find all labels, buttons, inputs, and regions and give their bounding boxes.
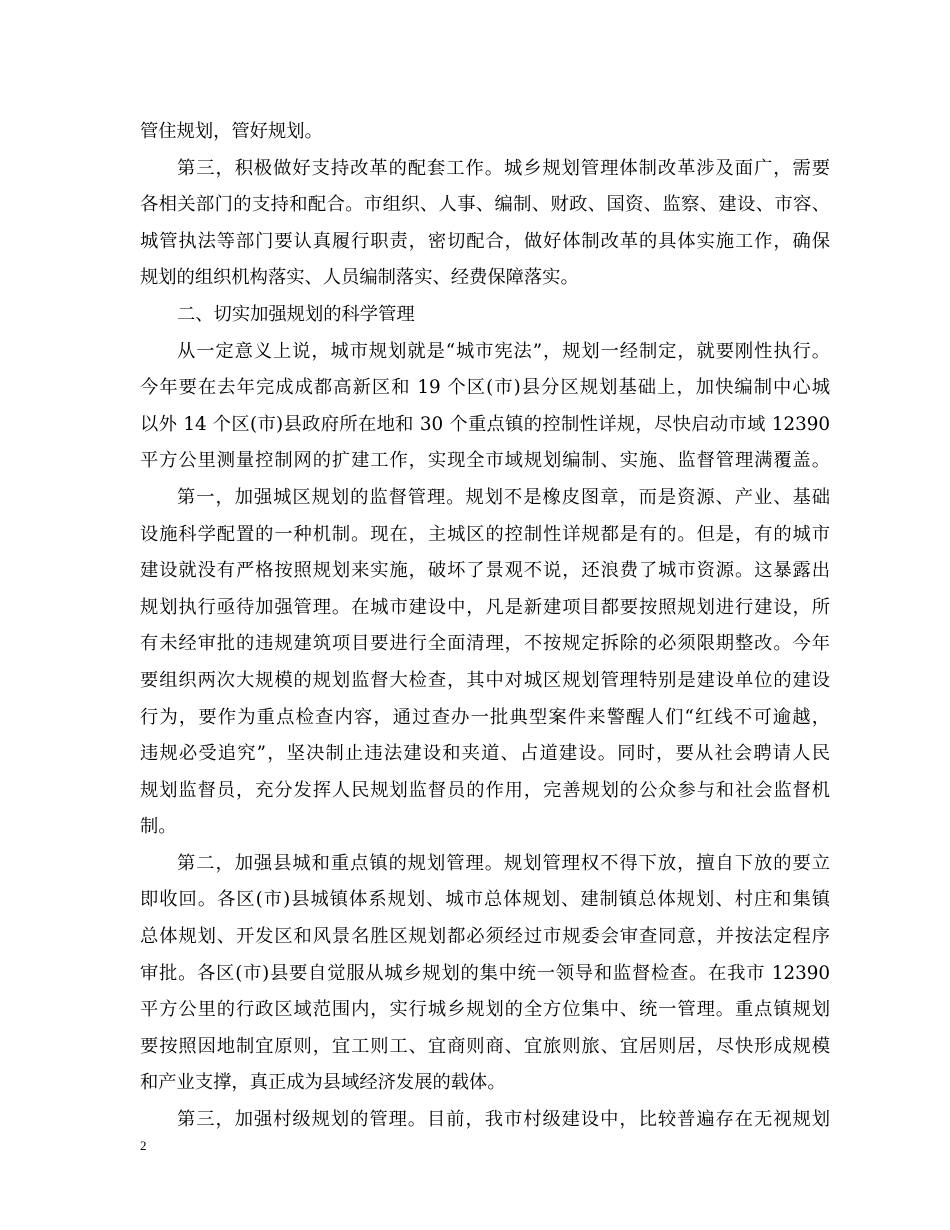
text-line: 设施科学配置的一种机制。现在，主城区的控制性详规都是有的。但是，有的城市 [140,523,830,545]
text-line: 建设就没有严格按照规划来实施，破坏了景观不说，还浪费了城市资源。这暴露出 [140,560,830,582]
text-line: 第三，积极做好支持改革的配套工作。城乡规划管理体制改革涉及面广，需要 [177,157,830,179]
text-line: 管住规划，管好规划。 [140,121,323,142]
text-line: 平方公里的行政区域范围内，实行城乡规划的全方位集中、统一管理。重点镇规划 [140,999,830,1021]
text-line: 二、切实加强规划的科学管理 [177,303,415,325]
text-line: 审批。各区(市)县要自觉服从城乡规划的集中统一领导和监督检查。在我市 12390 [140,962,830,984]
text-line: 第一，加强城区规划的监督管理。规划不是橡皮图章，而是资源、产业、基础 [177,486,830,508]
text-line: 要组织两次大规模的规划监督大检查，其中对城区规划管理特别是建设单位的建设 [140,669,830,691]
text-line: 要按照因地制宜原则，宜工则工、宜商则商、宜旅则旅、宜居则居，尽快形成规模 [140,1035,830,1057]
text-line: 以外 14 个区(市)县政府所在地和 30 个重点镇的控制性详规，尽快启动市域 12390 [140,413,830,435]
text-line: 和产业支撑，真正成为县域经济发展的载体。 [140,1072,506,1094]
text-line: 第二，加强县城和重点镇的规划管理。规划管理权不得下放，擅自下放的要立 [177,852,830,874]
text-line: 规划监督员，充分发挥人民规划监督员的作用，完善规划的公众参与和社会监督机 [140,779,830,801]
text-line: 总体规划、开发区和风景名胜区规划都必须经过市规委会审查同意，并按法定程序 [140,926,830,948]
text-line: 城管执法等部门要认真履行职责，密切配合，做好体制改革的具体实施工作，确保 [140,230,830,252]
text-line: 违规必受追究”，坚决制止违法建设和夹道、占道建设。同时，要从社会聘请人民 [140,743,830,765]
text-line: 有未经审批的违规建筑项目要进行全面清理，不按规定拆除的必须限期整改。今年 [140,633,830,655]
text-line: 第三，加强村级规划的管理。目前，我市村级建设中，比较普遍存在无视规划 [177,1109,830,1131]
text-line: 行为，要作为重点检查内容，通过查办一批典型案件来警醒人们“红线不可逾越， [140,706,830,728]
text-line: 平方公里测量控制网的扩建工作，实现全市域规划编制、实施、监督管理满覆盖。 [140,450,830,472]
text-line: 即收回。各区(市)县城镇体系规划、城市总体规划、建制镇总体规划、村庄和集镇 [140,889,830,911]
document-body [140,114,830,1139]
text-line: 各相关部门的支持和配合。市组织、人事、编制、财政、国资、监察、建设、市容、 [140,194,830,216]
text-line: 从一定意义上说，城市规划就是“城市宪法”，规划一经制定，就要刚性执行。 [177,340,830,362]
text-line: 规划的组织机构落实、人员编制落实、经费保障落实。 [140,267,579,289]
page-number: 2 [140,1138,147,1153]
text-line: 规划执行亟待加强管理。在城市建设中，凡是新建项目都要按照规划进行建设，所 [140,596,830,618]
text-line: 制。 [140,816,177,838]
text-line: 今年要在去年完成成都高新区和 19 个区(市)县分区规划基础上，加快编制中心城 [140,377,830,399]
